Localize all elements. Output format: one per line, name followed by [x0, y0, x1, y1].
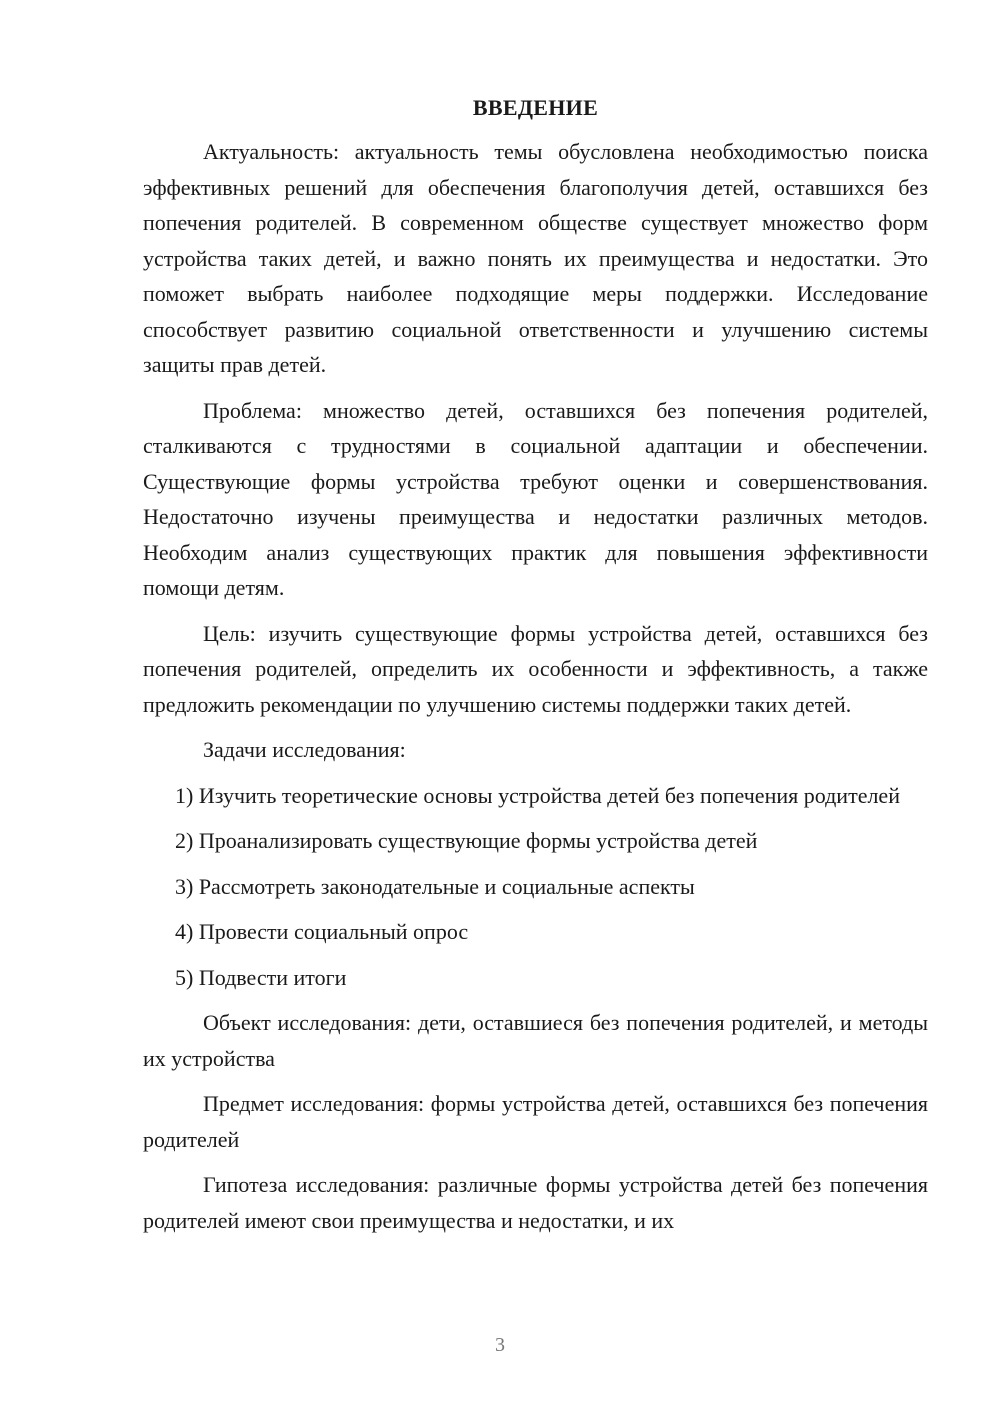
paragraph-object: Объект исследования: дети, оставшиеся без попечения родителей, и методы их устройства: [143, 1010, 928, 1071]
paragraph-hypothesis: Гипотеза исследования: различные формы устройства детей без попечения родителей имеют свои преимущества и недостатки, и их: [143, 1172, 928, 1233]
section-heading: ВВЕДЕНИЕ: [472, 95, 599, 120]
task-item-4: 4) Провести социальный опрос: [175, 919, 469, 944]
page-number: 3: [495, 1334, 505, 1356]
paragraph-subject: Предмет исследования: формы устройства детей, оставшихся без попечения родителей: [143, 1091, 928, 1152]
task-item-1: 1) Изучить теоретические основы устройства детей без попечения родителей: [175, 782, 900, 808]
document-page: [143, 92, 928, 1238]
task-item-3: 3) Рассмотреть законодательные и социальные аспекты: [175, 873, 695, 899]
tasks-heading: Задачи исследования:: [203, 737, 406, 762]
task-item-5: 5) Подвести итоги: [175, 964, 347, 990]
paragraph-relevance: Актуальность: актуальность темы обусловлена необходимостью поиска эффективных решений для обеспечения благополучия детей, оставшихся без попечения родителей. В современном обществе существует множество форм устройства таких детей, и важно понять их преимущества и недостатки. Это поможет выбрать наиболее подходящие меры поддержки. Исследование способствует развитию социальной ответственности и улучшению системы защиты прав детей.: [143, 139, 928, 377]
task-item-2: 2) Проанализировать существующие формы устройства детей: [175, 828, 758, 853]
paragraph-problem: Проблема: множество детей, оставшихся без попечения родителей, сталкиваются с трудностями в социальной адаптации и обеспечении. Существующие формы устройства требуют оценки и совершенствования. Недостаточно изучены преимущества и недостатки различных методов. Необходим анализ существующих практик для повышения эффективности помощи детям.: [143, 397, 928, 600]
paragraph-goal: Цель: изучить существующие формы устройства детей, оставшихся без попечения родителей, определить их особенности и эффективность, а также предложить рекомендации по улучшению системы поддержки таких детей.: [143, 620, 928, 717]
